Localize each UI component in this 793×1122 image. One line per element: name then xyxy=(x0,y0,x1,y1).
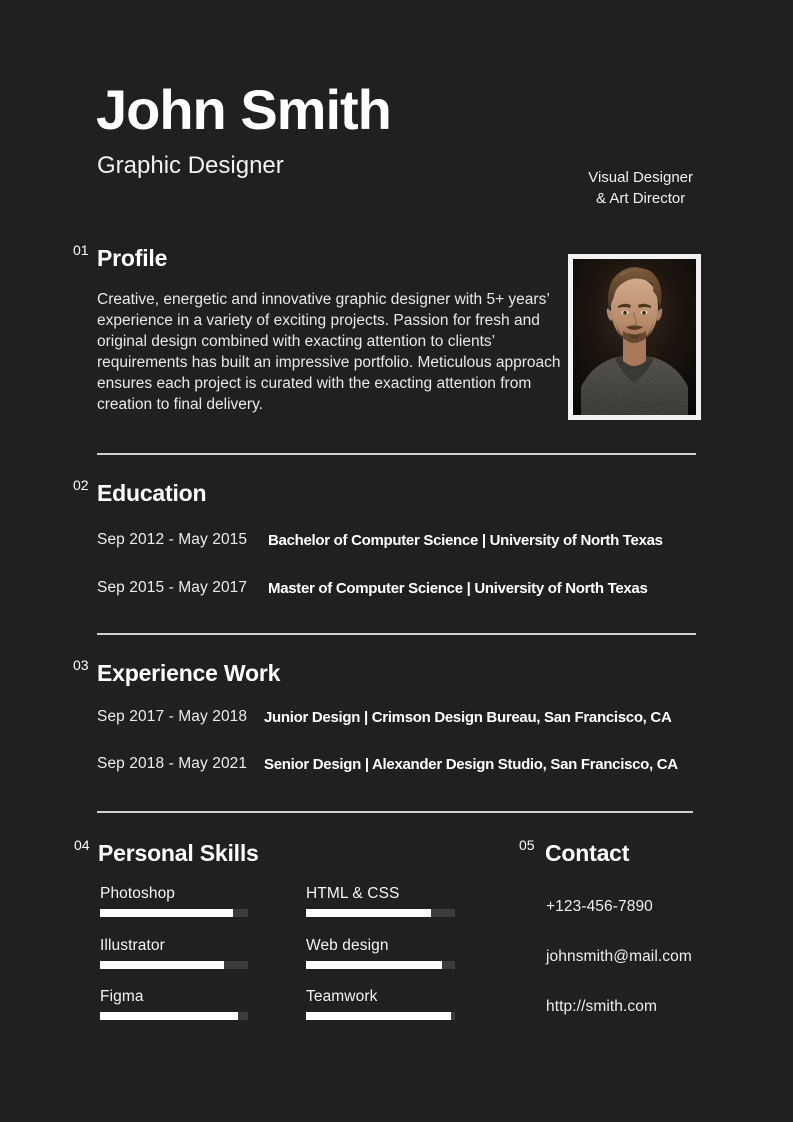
section-title-experience: Experience Work xyxy=(97,660,281,686)
tagline-line1: Visual Designer xyxy=(588,169,693,186)
section-number-contact: 05 xyxy=(519,837,535,853)
experience-period: Sep 2018 - May 2021 xyxy=(97,755,248,772)
divider xyxy=(97,633,696,635)
section-number-profile: 01 xyxy=(73,242,89,258)
divider xyxy=(97,811,693,813)
contact-email: johnsmith@mail.com xyxy=(546,948,692,965)
portrait-photo xyxy=(568,254,701,420)
skill-item xyxy=(306,936,455,988)
skill-label: Photoshop xyxy=(100,885,176,902)
education-period: Sep 2015 - May 2017 xyxy=(97,579,248,596)
section-title-contact: Contact xyxy=(545,840,630,866)
section-title-education: Education xyxy=(97,480,207,506)
profile-summary: Creative, energetic and innovative graphic designer with 5+ years’ experience in a variety of exciting projects. Passion for fresh and original design combined with exacting attention to clients’ requirements has built an impressive portfolio. Meticulous approach ensures each project is curated with the exacting attention from creation to final delivery. xyxy=(97,291,561,413)
skill-progress-fill xyxy=(100,961,224,969)
contact-phone: +123-456-7890 xyxy=(546,898,653,915)
divider xyxy=(97,453,696,455)
portrait-photo-image xyxy=(573,259,696,415)
education-detail: Bachelor of Computer Science | University of North Texas xyxy=(268,532,663,549)
section-number-education: 02 xyxy=(73,477,89,493)
tagline-line2: & Art Director xyxy=(596,190,686,207)
tagline xyxy=(588,167,693,209)
section-title-skills: Personal Skills xyxy=(98,840,259,866)
skill-progress-fill xyxy=(306,909,431,917)
skill-item xyxy=(100,936,248,988)
skill-label: Teamwork xyxy=(306,988,378,1005)
experience-period: Sep 2017 - May 2018 xyxy=(97,708,248,725)
skill-progress-fill xyxy=(100,1012,238,1020)
skill-label: Web design xyxy=(306,936,389,954)
skill-progress-bar xyxy=(306,1012,455,1020)
skill-progress-bar xyxy=(100,961,248,969)
section-title-profile: Profile xyxy=(97,245,168,271)
skill-progress-bar xyxy=(306,909,455,917)
person-name: John Smith xyxy=(96,78,391,141)
skills-grid xyxy=(100,884,455,1039)
skill-item xyxy=(306,987,455,1039)
experience-detail: Senior Design | Alexander Design Studio, San Francisco, CA xyxy=(264,756,678,773)
skill-label: Illustrator xyxy=(100,936,165,954)
skill-label: Figma xyxy=(100,988,144,1005)
skill-item xyxy=(306,884,455,936)
education-period: Sep 2012 - May 2015 xyxy=(97,531,248,548)
skill-progress-fill xyxy=(306,961,442,969)
skill-item xyxy=(100,987,248,1039)
experience-detail: Junior Design | Crimson Design Bureau, San Francisco, CA xyxy=(264,709,672,726)
skill-progress-fill xyxy=(306,1012,451,1020)
skill-label: HTML & CSS xyxy=(306,885,400,902)
skill-progress-bar xyxy=(306,961,455,969)
skill-progress-fill xyxy=(100,909,233,917)
section-number-experience: 03 xyxy=(73,657,89,673)
skill-item xyxy=(100,884,248,936)
section-number-skills: 04 xyxy=(74,837,90,853)
contact-website: http://smith.com xyxy=(546,998,657,1015)
skill-progress-bar xyxy=(100,1012,248,1020)
contact-list xyxy=(546,896,692,1046)
skill-progress-bar xyxy=(100,909,248,917)
person-job-title: Graphic Designer xyxy=(97,152,284,179)
education-detail: Master of Computer Science | University of North Texas xyxy=(268,580,648,597)
